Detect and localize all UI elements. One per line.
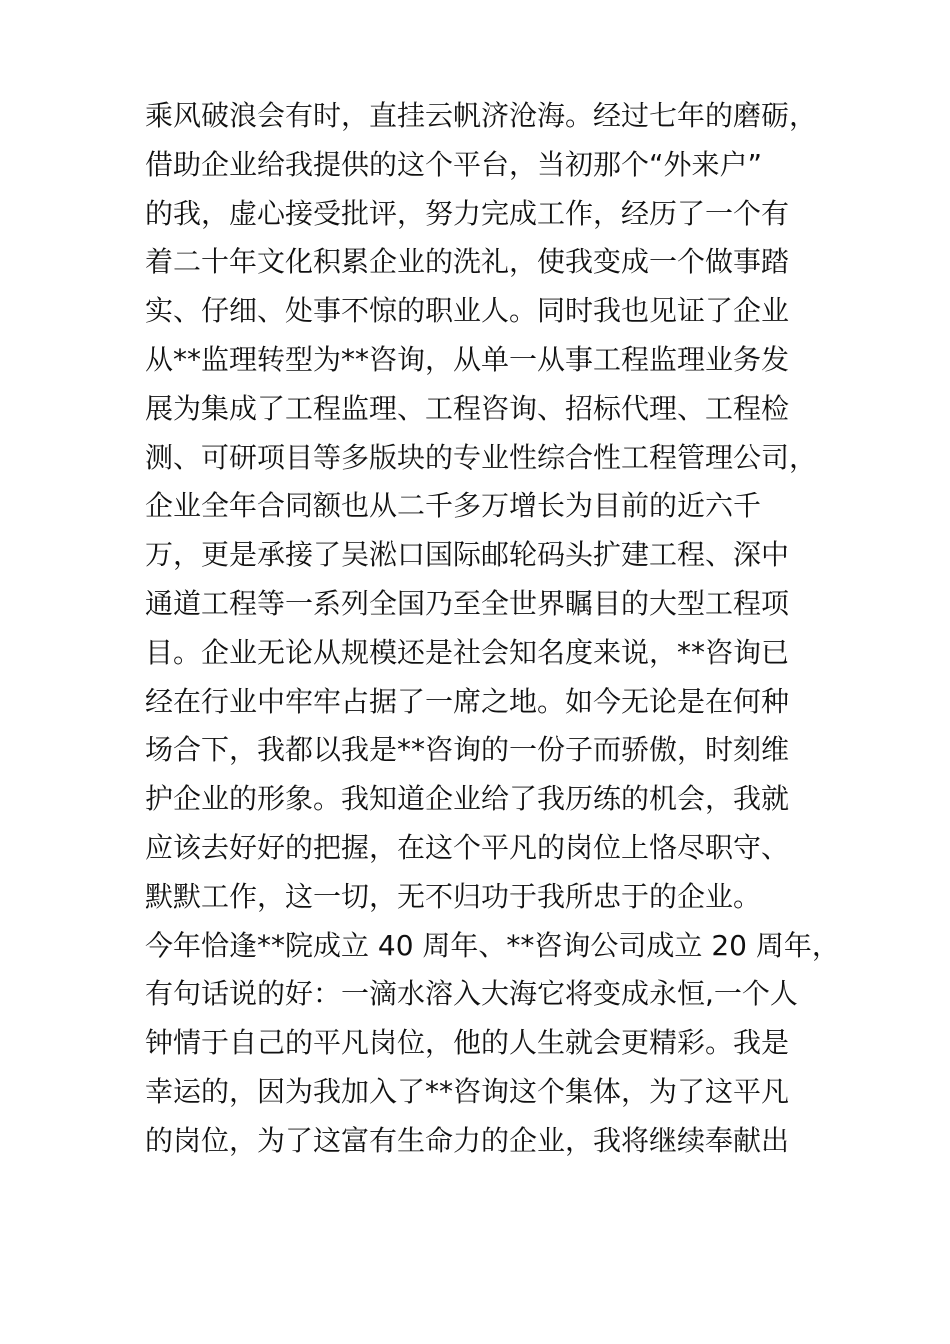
body-text — [145, 92, 840, 1166]
text-line: 应该去好好的把握，在这个平凡的岗位上恪尽职守、 — [145, 830, 790, 864]
text-line: 从**监理转型为**咨询，从单一从事工程监理业务发 — [145, 342, 790, 376]
text-line: 场合下，我都以我是**咨询的一份子而骄傲，时刻维 — [145, 733, 790, 767]
text-line: 乘风破浪会有时，直挂云帆济沧海。经过七年的磨砺， — [145, 99, 818, 132]
text-line: 护企业的形象。我知道企业给了我历练的机会，我就 — [145, 782, 790, 816]
text-line: 展为集成了工程监理、工程咨询、招标代理、工程检 — [145, 391, 790, 425]
text-line: 今年恰逢**院成立 40 周年、**咨询公司成立 20 周年， — [145, 928, 840, 962]
text-line: 目。企业无论从规模还是社会知名度来说，**咨询已 — [145, 635, 790, 669]
text-line: 的我，虚心接受批评，努力完成工作，经历了一个有 — [145, 196, 790, 230]
text-line: 企业全年合同额也从二千多万增长为目前的近六千 — [145, 489, 762, 523]
text-line: 有句话说的好：一滴水溶入大海它将变成永恒,一个人 — [145, 977, 798, 1011]
text-line: 实、仔细、处事不惊的职业人。同时我也见证了企业 — [145, 294, 790, 328]
text-line: 的岗位，为了这富有生命力的企业，我将继续奉献出 — [145, 1123, 790, 1157]
text-line: 通道工程等一系列全国乃至全世界瞩目的大型工程项 — [145, 586, 790, 620]
text-line: 幸运的，因为我加入了**咨询这个集体，为了这平凡 — [145, 1074, 790, 1108]
text-line: 万，更是承接了吴淞口国际邮轮码头扩建工程、深中 — [145, 538, 790, 572]
text-line: 借助企业给我提供的这个平台，当初那个“外来户” — [145, 147, 763, 181]
text-line: 测、可研项目等多版块的专业性综合性工程管理公司， — [145, 440, 818, 474]
text-line: 经在行业中牢牢占据了一席之地。如今无论是在何种 — [145, 684, 790, 718]
text-line: 钟情于自己的平凡岗位，他的人生就会更精彩。我是 — [145, 1026, 790, 1060]
text-line: 着二十年文化积累企业的洗礼，使我变成一个做事踏 — [145, 245, 790, 279]
text-line: 默默工作，这一切，无不归功于我所忠于的企业。 — [145, 879, 762, 913]
